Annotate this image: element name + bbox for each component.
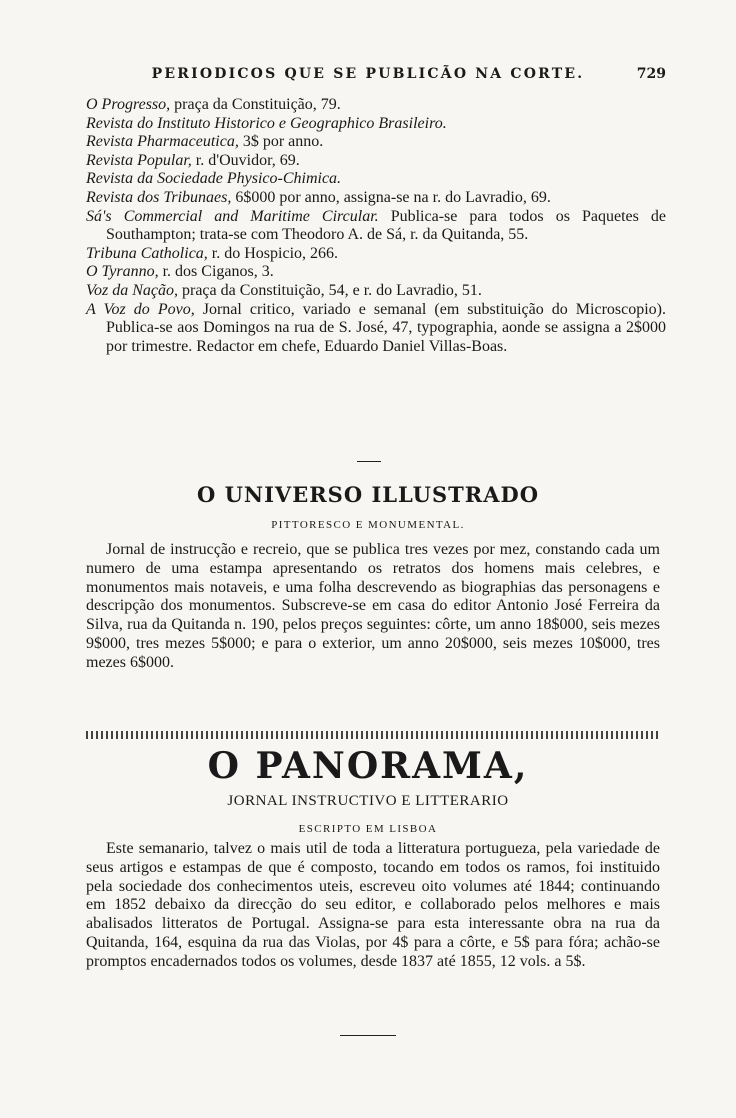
end-divider xyxy=(340,1035,396,1036)
page-number: 729 xyxy=(636,66,666,82)
panorama-title: O PANORAMA, xyxy=(207,745,529,787)
list-item: Revista do Instituto Historico e Geographico Brasileiro. xyxy=(86,114,447,132)
list-item: Voz da Nação, praça da Constituição, 54, e r. do Lavradio, 51. xyxy=(86,281,482,299)
header-title: PERIODICOS QUE SE PUBLICÃO NA CORTE. xyxy=(151,66,585,82)
list-item: Tribuna Catholica, r. do Hospicio, 266. xyxy=(86,244,339,262)
list-item: Revista da Sociedade Physico-Chimica. xyxy=(86,170,342,188)
panorama-body: Este semanario, talvez o mais util de toda a litteratura portugueza, pela variedade de seus artigos e estampas de que é composto, tocando em todos os ramos, foi instituido pela sociedade dos conhecimentos uteis, escreveu oito volumes até 1844; continuando em 1852 debaixo da direcção do seu editor, e collaborado pelos melhores e mais abalisados litteratos de Portugal. Assigna-se para esta interessante obra na rua da Quitanda, 164, esquina da rua das Violas, por 4$ para a côrte, e 5$ para fóra; achão-se promptos encadernados todos os volumes, desde 1837 até 1855, 12 vols. a 5$. xyxy=(86,840,660,970)
panorama-subtitle: JORNAL INSTRUCTIVO E LITTERARIO xyxy=(227,793,509,809)
list-item: Revista Pharmaceutica, 3$ por anno. xyxy=(86,133,324,151)
list-item: Revista dos Tribunaes, 6$000 por anno, assigna-se na r. do Lavradio, 69. xyxy=(86,188,551,206)
ornamental-rule xyxy=(86,731,660,739)
running-header xyxy=(0,66,736,82)
list-item: Revista Popular, r. d'Ouvidor, 69. xyxy=(86,151,300,169)
universo-title: O UNIVERSO ILLUSTRADO xyxy=(196,482,540,507)
short-divider xyxy=(357,461,381,462)
universo-body: Jornal de instrucção e recreio, que se publica tres vezes por mez, constando cada um numero de uma estampa apresentando os retratos dos homens mais celebres, e monumentos mais notaveis, e uma folha descrevendo as biographias das personagens e descripção dos monumentos. Subscreve-se em casa do editor Antonio José Ferreira da Silva, rua da Quitanda n. 190, pelos preços seguintes: côrte, um anno 18$000, seis mezes 9$000, tres mezes 5$000; e para o exterior, um anno 20$000, seis mezes 10$000, tres mezes 6$000. xyxy=(86,541,660,671)
list-item: O Tyranno, r. dos Ciganos, 3. xyxy=(86,263,274,281)
list-item: O Progresso, praça da Constituição, 79. xyxy=(86,96,341,113)
periodicals-list xyxy=(86,96,666,356)
list-item: A Voz do Povo, Jornal critico, variado e semanal (em substituição do Microscopio). Publica-se aos Domingos na rua de S. José, 47, typographia, aonde se assigna a 2$000 por trimestre. Redactor em chefe, Eduardo Daniel Villas-Boas. xyxy=(86,300,667,355)
panorama-location: ESCRIPTO EM LISBOA xyxy=(298,823,438,835)
list-item: Sá's Commercial and Maritime Circular. Publica-se para todos os Paquetes de Southampton; trata-se com Theodoro A. de Sá, r. da Quitanda, 55. xyxy=(86,207,667,244)
universo-subtitle: PITTORESCO E MONUMENTAL. xyxy=(271,519,465,531)
